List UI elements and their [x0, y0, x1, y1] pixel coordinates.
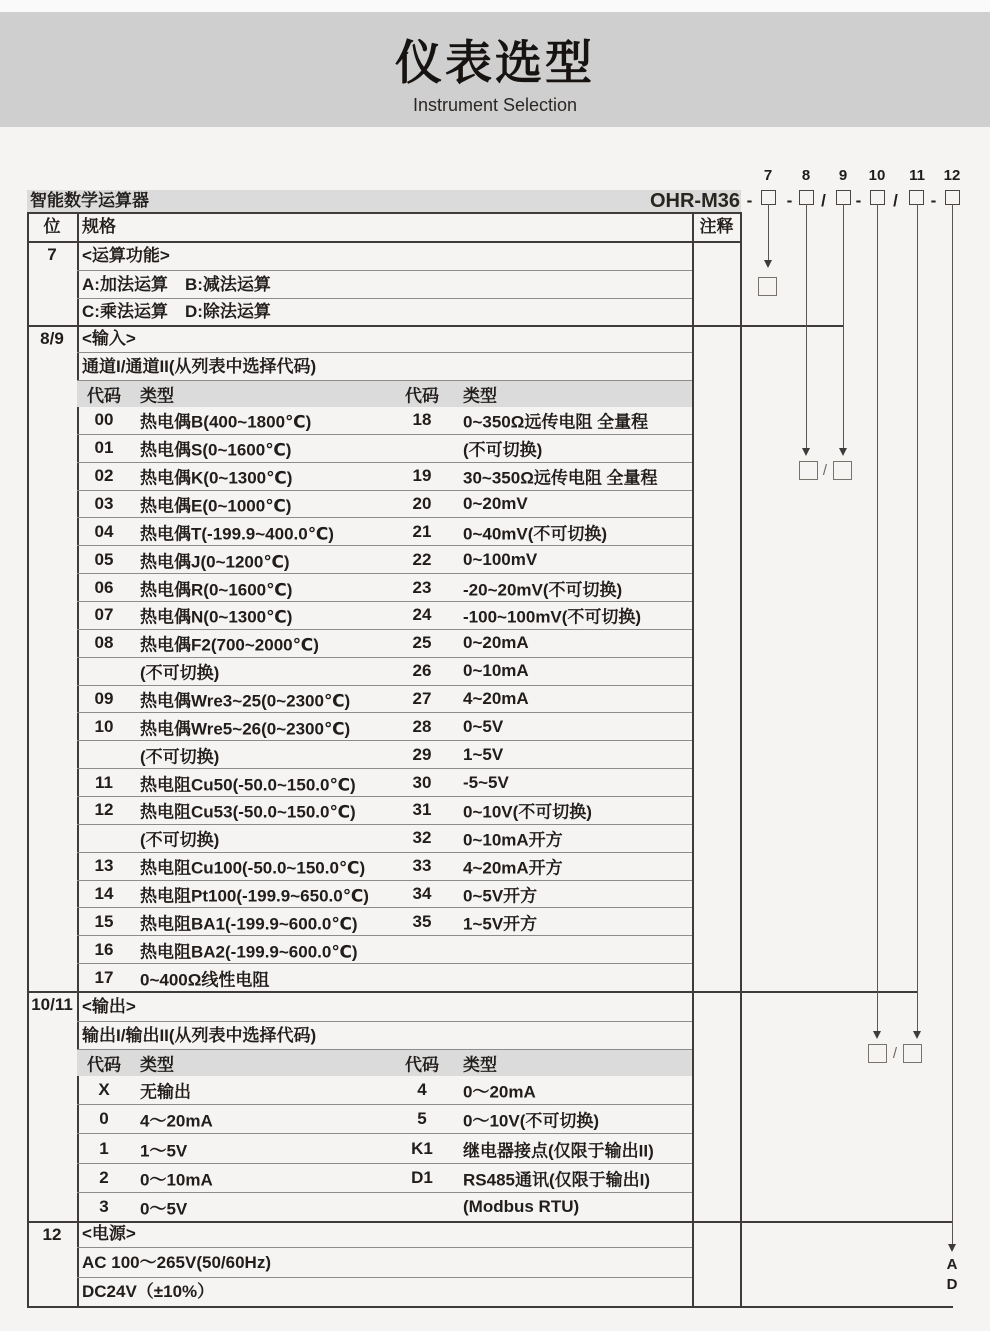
- column-header-position: 位: [43, 217, 61, 236]
- type-cell: 0〜10V(不可切换): [463, 1111, 600, 1131]
- code-cell: 25: [412, 633, 432, 653]
- connector-line-8: [806, 204, 807, 448]
- table-row: [77, 463, 692, 491]
- connector-line-12: [952, 204, 953, 1244]
- input-subtitle: 通道I/通道II(从列表中选择代码): [77, 353, 692, 381]
- model-separator: -: [930, 191, 937, 210]
- code-cell: 19: [412, 466, 432, 486]
- model-separator: /: [893, 191, 898, 210]
- code-cell: 15: [94, 911, 114, 931]
- product-name: 智能数学运算器: [30, 191, 149, 210]
- code-cell: 0: [99, 1109, 109, 1129]
- code-cell: 31: [412, 800, 432, 820]
- output-code-table: [77, 1076, 692, 1221]
- arrow-down-icon: [802, 448, 810, 456]
- type-cell: 4〜20mA: [140, 1111, 213, 1131]
- type-cell: 热电阻Pt100(-199.9~650.0℃): [140, 886, 369, 906]
- code-cell: K1: [411, 1138, 433, 1158]
- model-digit-box-12[interactable]: [945, 190, 960, 205]
- table-row: [77, 435, 692, 463]
- type-cell: 4~20mA开方: [463, 858, 563, 878]
- type-cell: 热电偶J(0~1200℃): [140, 552, 290, 572]
- arrow-down-icon: [839, 448, 847, 456]
- table-row: [77, 908, 692, 936]
- position-label-7: 7: [47, 245, 57, 264]
- type-cell: (不可切换): [463, 440, 543, 460]
- code-cell: 06: [94, 577, 114, 597]
- type-cell: 无输出: [140, 1082, 191, 1102]
- code-cell: 24: [412, 605, 432, 625]
- code-cell: 18: [412, 410, 432, 430]
- digit-label-10: 10: [868, 167, 886, 184]
- position-label-10-11: 10/11: [31, 995, 73, 1014]
- model-separator: -: [786, 191, 793, 210]
- table-row: [77, 1193, 692, 1221]
- code-cell: 17: [94, 967, 114, 987]
- type-cell: 0~10V(不可切换): [463, 802, 592, 822]
- code-cell: 22: [412, 549, 432, 569]
- selection-checkbox-input-1[interactable]: [799, 461, 818, 480]
- code-cell: 34: [412, 884, 432, 904]
- type-cell: 热电偶E(0~1000℃): [140, 496, 292, 516]
- table-row: [77, 686, 692, 714]
- calc-options-line: A:加法运算 B:减法运算: [77, 271, 692, 299]
- type-cell: 热电偶R(0~1600℃): [140, 580, 293, 600]
- table-row: [77, 825, 692, 853]
- code-cell: 01: [94, 438, 114, 458]
- table-row: [77, 881, 692, 909]
- type-cell: 热电阻BA1(-199.9~600.0℃): [140, 914, 358, 934]
- type-cell: (Modbus RTU): [463, 1196, 580, 1216]
- code-header: 代码: [405, 1055, 439, 1075]
- type-cell: 热电阻Cu100(-50.0~150.0℃): [140, 858, 366, 878]
- type-cell: 0〜10mA: [140, 1170, 213, 1190]
- input-code-table: [77, 407, 692, 991]
- digit-label-8: 8: [801, 167, 811, 184]
- section-title-calc: <运算功能>: [77, 242, 692, 271]
- product-strip: [27, 190, 741, 212]
- type-cell: 热电偶K(0~1300℃): [140, 468, 293, 488]
- code-cell: 03: [94, 494, 114, 513]
- table-row: [77, 1076, 692, 1105]
- table-row: [77, 1105, 692, 1134]
- type-cell: 0~40mV(不可切换): [463, 524, 608, 544]
- digit-label-12: 12: [943, 167, 961, 184]
- type-cell: 0〜5V: [140, 1199, 188, 1219]
- type-cell: 热电偶F2(700~2000℃): [140, 635, 319, 655]
- code-cell: 26: [412, 661, 432, 681]
- code-cell: 30: [412, 772, 432, 792]
- table-border-line: [27, 1306, 953, 1308]
- section-title-power: <电源>: [77, 1221, 692, 1248]
- type-cell: 热电偶B(400~1800℃): [140, 412, 312, 432]
- table-row: [77, 518, 692, 546]
- power-option-ac: AC 100〜265V(50/60Hz): [77, 1248, 692, 1278]
- table-row: [77, 602, 692, 630]
- code-cell: 02: [94, 466, 114, 486]
- type-cell: 0~100mV: [463, 549, 538, 569]
- code-header: 代码: [87, 386, 121, 406]
- model-digit-box-9[interactable]: [836, 190, 851, 205]
- table-row: [77, 574, 692, 602]
- calc-options-line: C:乘法运算 D:除法运算: [82, 302, 271, 321]
- power-option-label-d: D: [946, 1276, 958, 1293]
- type-cell: 30~350Ω远传电阻 全量程: [463, 468, 658, 488]
- code-cell: 08: [94, 633, 114, 653]
- type-header: 类型: [140, 386, 174, 406]
- type-cell: 0~350Ω远传电阻 全量程: [463, 412, 649, 432]
- table-row: [77, 741, 692, 769]
- section-title-output: <输出>: [77, 992, 692, 1022]
- model-digit-box-7[interactable]: [761, 190, 776, 205]
- type-cell: -5~5V: [463, 772, 509, 792]
- table-row: [77, 853, 692, 881]
- table-row: [77, 797, 692, 825]
- arrow-down-icon: [764, 260, 772, 268]
- type-header: 类型: [140, 1055, 174, 1075]
- selection-checkbox-output-2[interactable]: [903, 1044, 922, 1063]
- table-row: [77, 630, 692, 658]
- table-border-line: [27, 212, 741, 214]
- power-option-dc: DC24V（±10%）: [82, 1282, 215, 1301]
- code-cell: 12: [94, 800, 114, 820]
- type-cell: RS485通讯(仅限于输出I): [463, 1170, 651, 1190]
- table-row: [77, 964, 692, 991]
- model-digit-box-8[interactable]: [799, 190, 814, 205]
- code-cell: 28: [412, 716, 432, 736]
- model-digit-box-11[interactable]: [909, 190, 924, 205]
- code-cell: 2: [99, 1167, 109, 1187]
- selection-checkbox-function[interactable]: [758, 277, 777, 296]
- code-cell: 16: [94, 939, 114, 959]
- model-separator: /: [821, 191, 826, 210]
- table-row: [77, 713, 692, 741]
- code-cell: 04: [94, 521, 114, 541]
- type-cell: 1~5V: [463, 744, 504, 764]
- input-subtable-header: [77, 381, 692, 407]
- model-separator: -: [746, 191, 753, 210]
- type-cell: 热电阻BA2(-199.9~600.0℃): [140, 942, 358, 962]
- page-subtitle: Instrument Selection: [412, 95, 578, 115]
- code-cell: 32: [412, 828, 432, 848]
- output-subtitle: 输出I/输出II(从列表中选择代码): [77, 1022, 692, 1050]
- type-cell: 0~20mV: [463, 494, 528, 513]
- title-band: [0, 12, 990, 127]
- type-cell: 1~5V开方: [463, 914, 538, 934]
- type-cell: 0~10mA: [463, 661, 529, 681]
- table-row: [77, 491, 692, 519]
- code-cell: 27: [412, 689, 432, 709]
- position-label-12: 12: [42, 1225, 62, 1244]
- model-prefix: OHR-M36: [649, 190, 740, 212]
- code-cell: 5: [417, 1109, 427, 1129]
- type-cell: 热电阻Cu50(-50.0~150.0℃): [140, 775, 356, 795]
- type-cell: 0~20mA: [463, 633, 529, 653]
- selection-checkbox-input-2[interactable]: [833, 461, 852, 480]
- model-digit-box-10[interactable]: [870, 190, 885, 205]
- connector-line-7: [768, 204, 769, 260]
- connector-line-11: [917, 204, 918, 1031]
- table-row: [77, 546, 692, 574]
- arrow-down-icon: [913, 1031, 921, 1039]
- column-divider-line: [692, 212, 694, 1307]
- column-header-note: 注释: [699, 217, 734, 236]
- digit-label-9: 9: [838, 167, 848, 184]
- table-row: [77, 658, 692, 686]
- code-cell: 35: [412, 911, 432, 931]
- connector-line-10: [877, 204, 878, 1031]
- type-cell: 1〜5V: [140, 1141, 188, 1160]
- type-cell: -100~100mV(不可切换): [463, 607, 642, 627]
- code-cell: 07: [94, 605, 114, 625]
- connector-line-9: [843, 204, 844, 448]
- type-cell: 热电偶S(0~1600℃): [140, 440, 292, 460]
- code-cell: X: [98, 1080, 110, 1100]
- type-cell: 0~5V: [463, 716, 504, 736]
- type-header: 类型: [463, 386, 497, 406]
- checkbox-pair-slash: /: [892, 1045, 898, 1062]
- code-header: 代码: [405, 386, 439, 406]
- section-title-input: <输入>: [77, 325, 692, 353]
- page-title: 仪表选型: [395, 36, 595, 89]
- code-cell: 23: [412, 577, 432, 597]
- output-subtable-header: [77, 1050, 692, 1076]
- code-cell: 11: [95, 772, 113, 792]
- column-header-spec: 规格: [82, 217, 116, 236]
- digit-label-11: 11: [909, 167, 925, 184]
- code-cell: 05: [94, 549, 114, 569]
- code-cell: 33: [412, 856, 432, 876]
- code-cell: 10: [94, 716, 114, 736]
- arrow-down-icon: [873, 1031, 881, 1039]
- code-cell: 13: [94, 856, 114, 876]
- code-cell: 00: [94, 410, 114, 430]
- table-row: [77, 407, 692, 435]
- type-cell: 热电阻Cu53(-50.0~150.0℃): [140, 802, 356, 822]
- type-cell: 4~20mA: [463, 689, 529, 709]
- table-border-line: [27, 212, 29, 1307]
- type-cell: (不可切换): [140, 663, 220, 683]
- code-cell: 09: [94, 689, 114, 709]
- table-row: [77, 769, 692, 797]
- code-cell: 29: [412, 744, 432, 764]
- code-cell: 1: [99, 1138, 109, 1158]
- type-cell: (不可切换): [140, 830, 220, 850]
- table-border-line: [740, 212, 742, 1307]
- table-row: [77, 1134, 692, 1163]
- table-row: [77, 1164, 692, 1193]
- type-cell: (不可切换): [140, 747, 220, 767]
- code-cell: 21: [412, 521, 432, 541]
- checkbox-pair-slash: /: [822, 462, 828, 479]
- code-cell: 4: [417, 1080, 427, 1100]
- type-cell: 继电器接点(仅限于输出II): [463, 1141, 654, 1160]
- power-option-label-a: A: [946, 1256, 958, 1273]
- type-cell: 热电偶Wre3~25(0~2300℃): [140, 691, 351, 711]
- arrow-down-icon: [948, 1244, 956, 1252]
- type-cell: 0~5V开方: [463, 886, 538, 906]
- digit-label-7: 7: [763, 167, 773, 184]
- type-cell: 热电偶N(0~1300℃): [140, 607, 293, 627]
- model-separator: -: [855, 191, 862, 210]
- top-margin: [0, 0, 990, 12]
- code-cell: 14: [94, 884, 114, 904]
- type-cell: -20~20mV(不可切换): [463, 580, 623, 600]
- code-cell: 20: [412, 494, 432, 513]
- table-row: [77, 936, 692, 964]
- code-header: 代码: [87, 1055, 121, 1075]
- type-cell: 热电偶Wre5~26(0~2300℃): [140, 719, 351, 739]
- type-cell: 0〜20mA: [463, 1082, 536, 1102]
- code-cell: 3: [99, 1196, 109, 1216]
- type-header: 类型: [463, 1055, 497, 1075]
- position-label-8-9: 8/9: [40, 329, 64, 348]
- selection-checkbox-output-1[interactable]: [868, 1044, 887, 1063]
- type-cell: 热电偶T(-199.9~400.0℃): [140, 524, 334, 544]
- type-cell: 0~400Ω线性电阻: [140, 970, 270, 990]
- code-cell: D1: [411, 1167, 433, 1187]
- type-cell: 0~10mA开方: [463, 830, 563, 850]
